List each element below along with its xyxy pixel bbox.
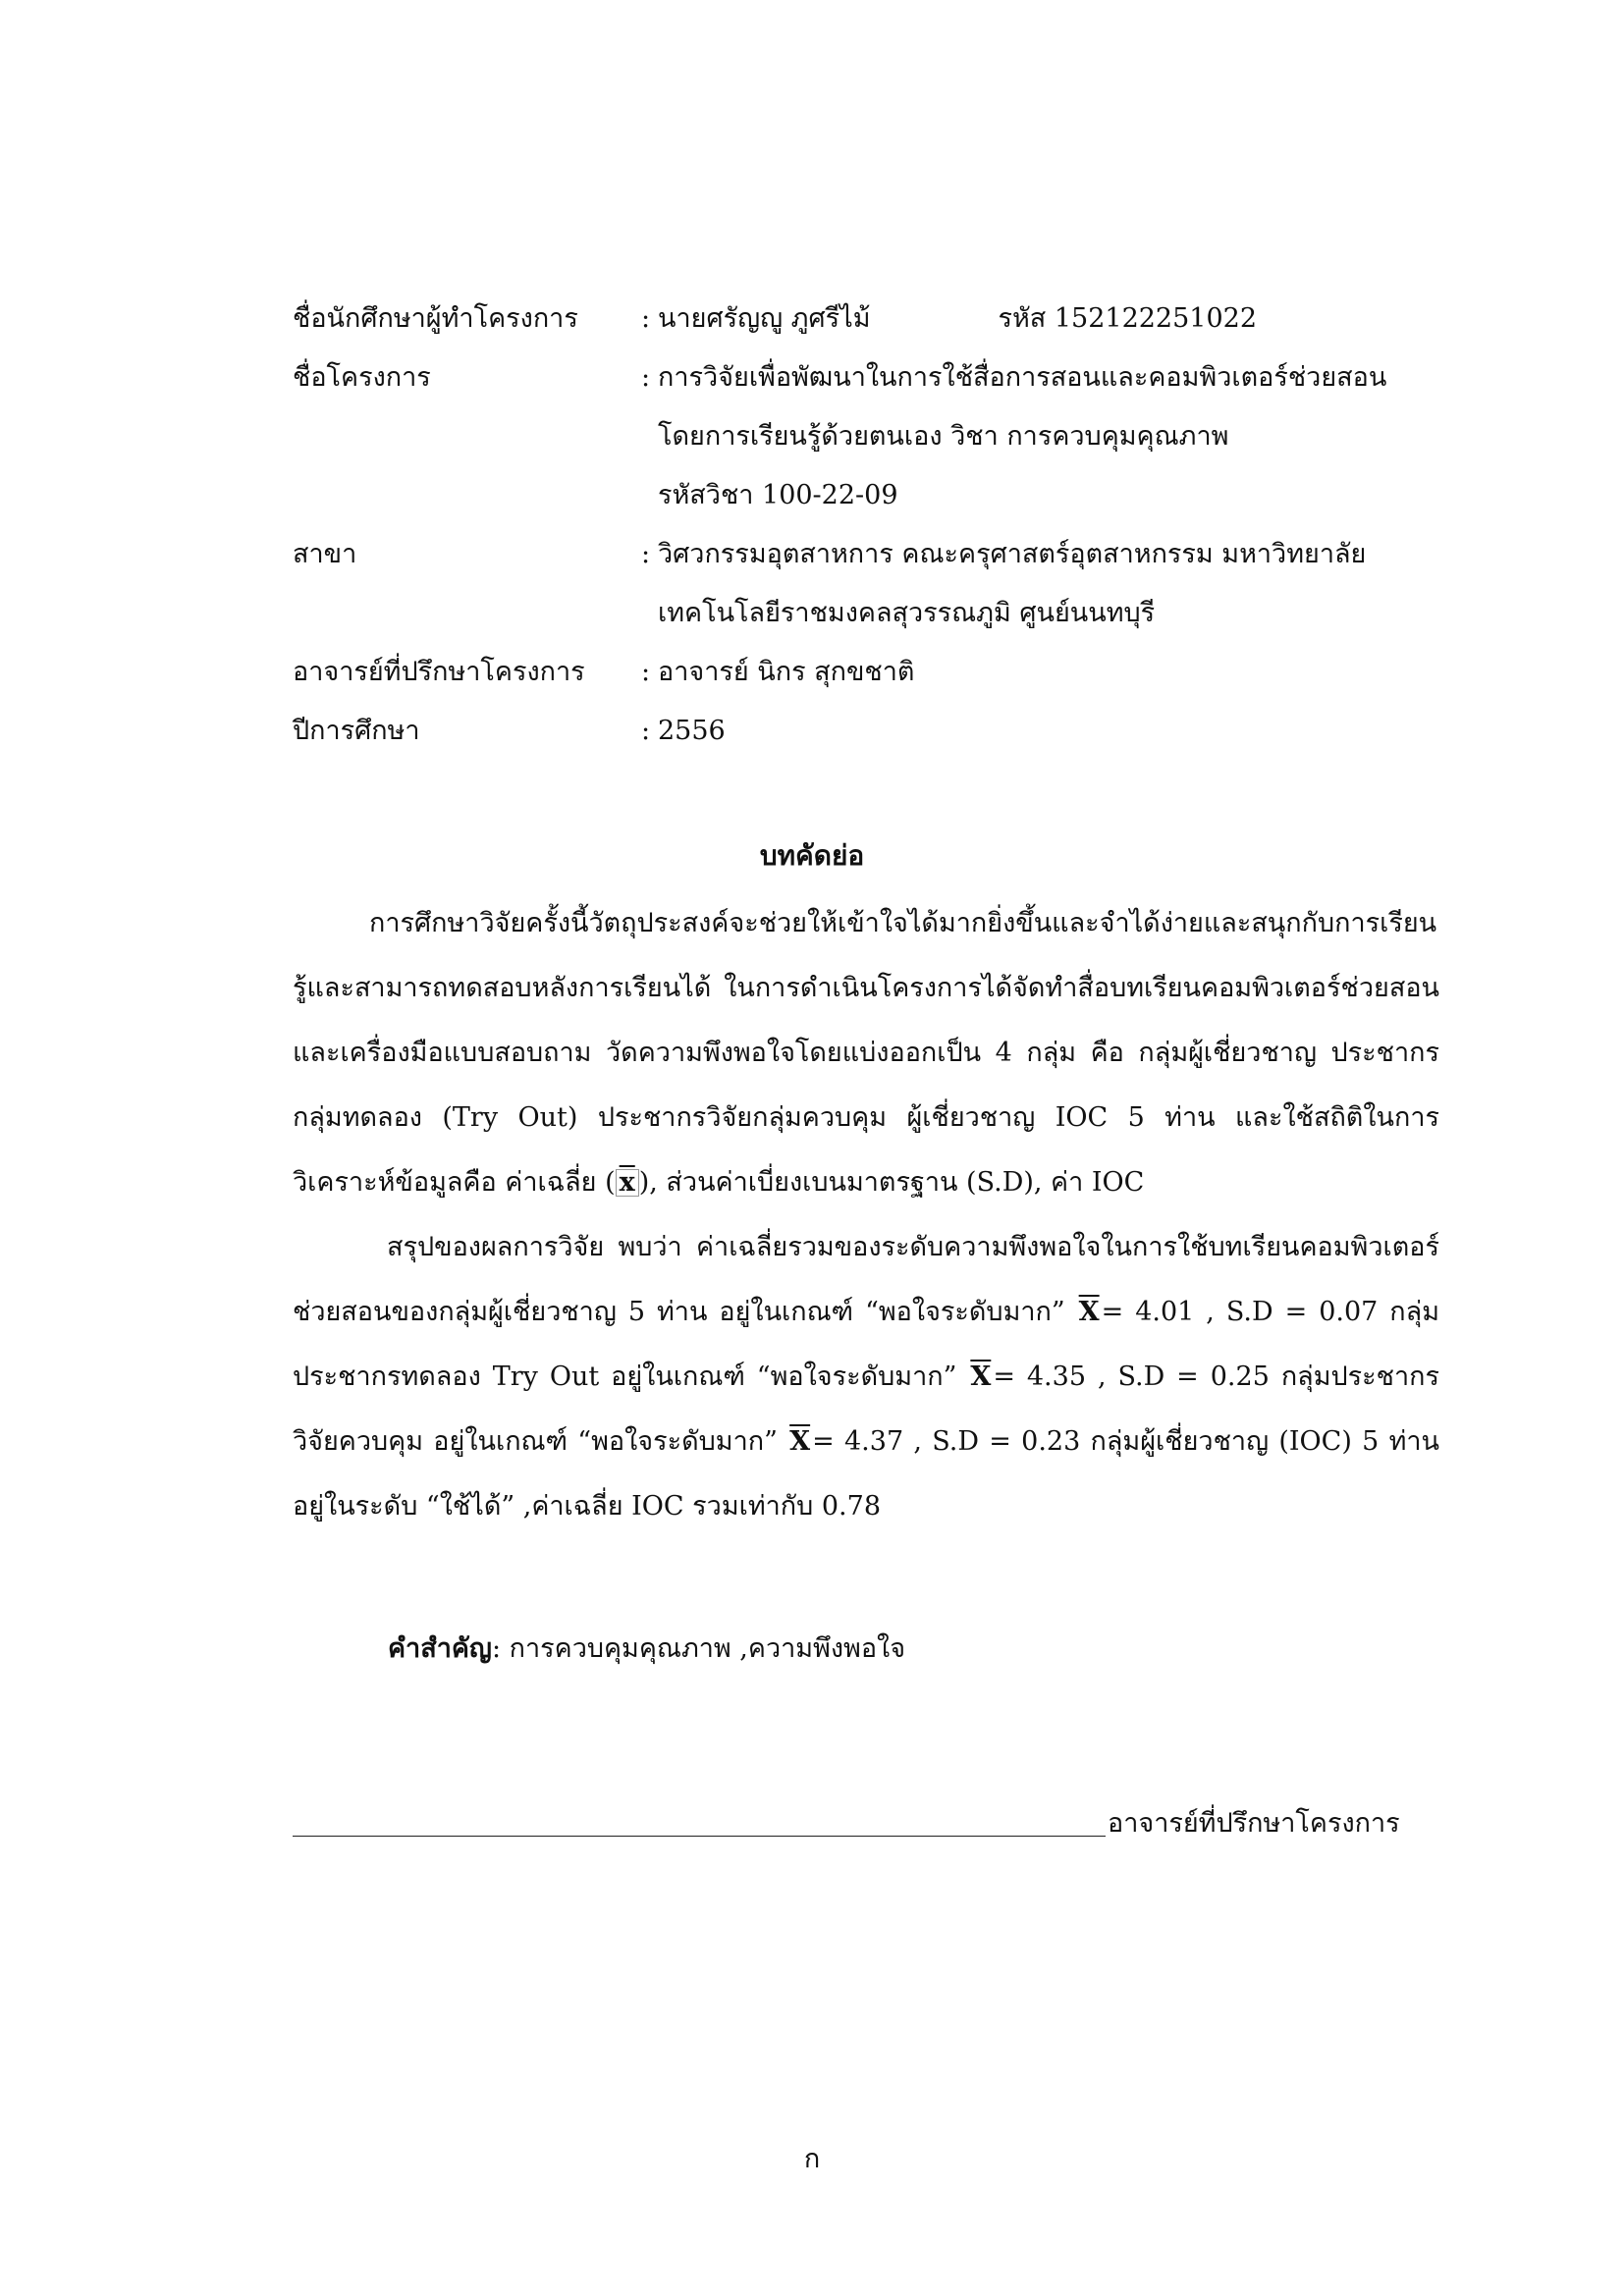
branch-colon: : (641, 539, 651, 569)
advisor-name: อาจารย์ นิกร สุกขชาติ (658, 657, 915, 687)
advisor-row (293, 653, 1441, 692)
mean-symbol: $\overline{X}$ (970, 1362, 992, 1392)
branch-line-1: วิศวกรรมอุตสาหการ คณะครุศาสตร์อุตสาหกรรม มหาวิทยาลัย (658, 539, 1367, 569)
abstract-p2-text-d: = 4.37 , S.D = 0.23 กลุ่มผู้เชี่ยวชาญ (IOC) 5 ท่าน อยู่ในระดับ “ใช้ได้” ,ค่าเฉลี่ย IOC รวมเท่ากับ 0.78 (293, 1426, 1440, 1522)
project-colon: : (641, 362, 651, 393)
advisor-label: อาจารย์ที่ปรึกษาโครงการ (293, 657, 585, 687)
branch-row (293, 535, 1441, 633)
student-name: นายศรัญญู ภูศรีไม้ (658, 303, 871, 334)
project-course-code: รหัสวิชา 100-22-09 (658, 480, 898, 510)
mean-symbol: $\overline{X}$ (1078, 1297, 1100, 1327)
year-label: ปีการศึกษา (293, 716, 420, 746)
branch-label: สาขา (293, 539, 357, 569)
signature-label: อาจารย์ที่ปรึกษาโครงการ (1108, 1808, 1400, 1839)
abstract-heading: บทคัดย่อ (759, 839, 865, 872)
advisor-signature (293, 1804, 1441, 1843)
abstract-p2-text-a: สรุปของผลการวิจัย พบว่า ค่าเฉลี่ยรวมของระดับความพึงพอใจในการใช้บทเรียนคอมพิวเตอร์ช่วยสอนของกลุ่มผู้เชี่ยวชาญ 5 ท่าน อยู่ในเกณฑ์ “พอใจระดับมาก” (293, 1232, 1439, 1327)
project-label: ชื่อโครงการ (293, 362, 431, 393)
abstract-p1-text: การศึกษาวิจัยครั้งนี้วัตถุประสงค์จะช่วยให้เข้าใจได้มากยิ่งขึ้นและจำได้ง่ายและสนุกกับการเรียนรู้และสามารถทดสอบหลังการเรียนได้ ในการดำเนินโครงการได้จัดทำสื่อบทเรียนคอมพิวเตอร์ช่วยสอนและเครื่องมือแบบสอบถาม วัดความพึงพอใจโดยแบ่งออกเป็น 4 กลุ่ม คือ กลุ่มผู้เชี่ยวชาญ ประชากรกลุ่มทดลอง (Try Out) ประชากรวิจัยกลุ่มควบคุม ผู้เชี่ยวชาญ IOC 5 ท่าน และใช้สถิติในการวิเคราะห์ข้อมูลคือ ค่าเฉลี่ย ( (293, 908, 1439, 1198)
branch-line-2: เทคโนโลยีราชมงคลสุวรรณภูมิ ศูนย์นนทบุรี (658, 598, 1156, 628)
keywords-value: : การควบคุมคุณภาพ ,ความพึงพอใจ (491, 1633, 906, 1664)
advisor-colon: : (641, 657, 651, 687)
abstract-p2-text-b: = 4.01 , S.D = 0.07 กลุ่มประชากรทดลอง Try Out อยู่ในเกณฑ์ “พอใจระดับมาก” (293, 1297, 1439, 1392)
academic-year: 2556 (658, 716, 726, 746)
student-label: ชื่อนักศึกษาผู้ทำโครงการ (293, 303, 578, 334)
project-row (293, 358, 1441, 515)
mean-symbol: $\overline{X}$ (789, 1426, 811, 1457)
abstract-body (293, 891, 1439, 1539)
abstract-p2-text-c: = 4.35 , S.D = 0.25 กลุ่มประชากรวิจัยควบคุม อยู่ในเกณฑ์ “พอใจระดับมาก” (293, 1362, 1439, 1457)
project-info (293, 299, 1441, 771)
abstract-paragraph-1 (293, 891, 1439, 1215)
abstract-paragraph-2 (293, 1215, 1439, 1539)
signature-line (293, 1836, 1106, 1837)
year-colon: : (641, 716, 651, 746)
abstract-p1-text-end: ), ส่วนค่าเบี่ยงเบนมาตรฐาน (S.D), ค่า IOC (638, 1167, 1145, 1198)
keywords (388, 1629, 905, 1669)
keywords-label: คำสำคัญ (388, 1633, 492, 1664)
year-row (293, 712, 1441, 751)
project-title-line-2: โดยการเรียนรู้ด้วยตนเอง วิชา การควบคุมคุณภาพ (658, 421, 1229, 452)
student-code: รหัส 152122251022 (998, 303, 1258, 334)
page-number: ก (803, 2144, 821, 2174)
project-title-line-1: การวิจัยเพื่อพัฒนาในการใช้สื่อการสอนและคอมพิวเตอร์ช่วยสอน (658, 362, 1387, 393)
mean-symbol: $\overline{x}$ (616, 1169, 639, 1197)
student-row (293, 299, 1441, 339)
student-colon: : (641, 303, 651, 334)
